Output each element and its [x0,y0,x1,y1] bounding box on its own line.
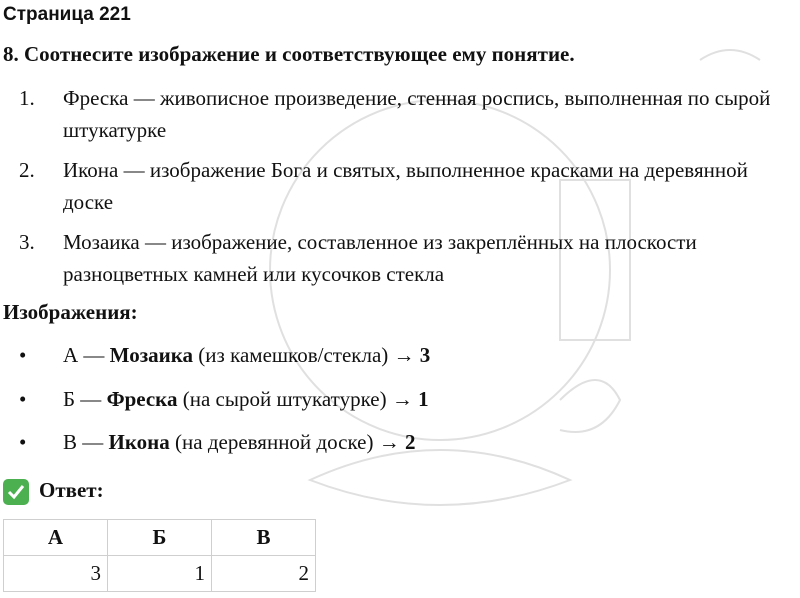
bullet-icon: • [19,387,27,411]
image-note: (из камешков/стекла) [198,343,389,367]
image-term: Фреска [106,387,178,411]
image-letter: Б — [63,387,102,411]
image-note: (на деревянной доске) [175,430,374,454]
arrow-icon: → [378,430,400,454]
definition-number: 3. [19,230,35,254]
image-letter: В — [63,430,104,454]
answer-table-header: А [4,520,108,556]
bullet-icon: • [19,343,27,367]
image-answer: 3 [419,343,431,367]
definition-number: 2. [19,158,35,182]
task-title: 8. Соотнесите изображение и соответствующее ему понятие. [3,42,575,66]
answer-table-cell: 3 [4,556,108,592]
definition-text: Икона — изображение Бога и святых, выполненное красками на деревянной доске [63,158,748,214]
image-answer: 2 [404,430,416,454]
arrow-icon: → [391,387,413,411]
image-letter: А — [63,343,105,367]
answer-table-header: Б [108,520,212,556]
arrow-icon: → [393,343,415,367]
answer-table-cell: 1 [108,556,212,592]
answer-table-row [4,556,316,592]
images-heading: Изображения: [3,300,138,324]
answer-heading [3,478,104,508]
answer-table-cell: 2 [212,556,316,592]
image-answer: 1 [418,387,429,411]
definition-text: Фреска — живописное произведение, стенная роспись, выполненная по сырой штукатурке [63,86,771,142]
answer-table [3,519,316,592]
image-term: Икона [108,430,170,454]
check-mark-icon [3,479,29,505]
answer-table-header-row [4,520,316,556]
definition-number: 1. [19,86,35,110]
bullet-icon: • [19,430,27,454]
definition-text: Мозаика — изображение, составленное из закреплённых на плоскости разноцветных камней или кусочков стекла [63,230,697,286]
image-term: Мозаика [109,343,194,367]
answer-table-header: В [212,520,316,556]
answer-label: Ответ: [39,478,104,502]
image-note: (на сырой штукатурке) [182,387,387,411]
page-label: Страница 221 [3,4,131,25]
